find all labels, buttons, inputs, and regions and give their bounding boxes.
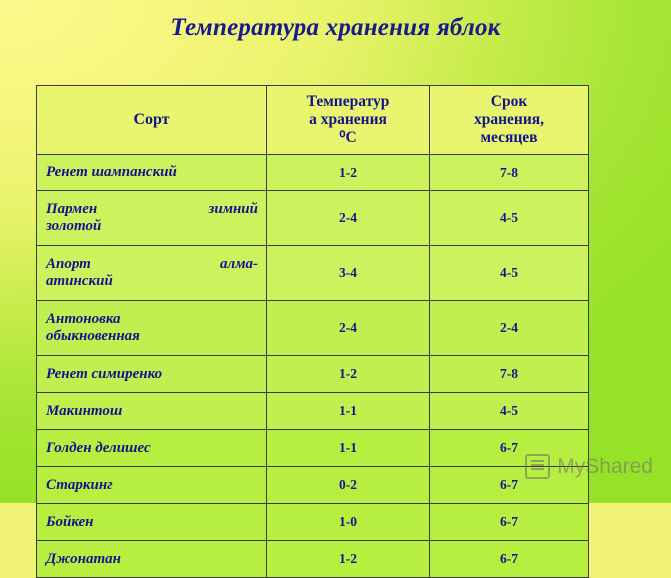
cell-variety-line1: Джонатан <box>46 550 121 567</box>
table-body <box>37 155 589 578</box>
cell-temperature: 3-4 <box>267 246 430 301</box>
table-row <box>37 155 589 191</box>
table-row <box>37 301 589 356</box>
table-row <box>37 430 589 467</box>
column-header-temperature-line3: ⁰С <box>339 128 357 146</box>
table-row <box>37 504 589 541</box>
cell-term: 6-7 <box>430 504 589 541</box>
storage-temperature-table-wrapper <box>36 85 588 578</box>
cell-term: 7-8 <box>430 356 589 393</box>
column-header-temperature-line2: а хранения <box>309 111 387 129</box>
slides-icon <box>525 454 550 479</box>
cell-temperature: 2-4 <box>267 191 430 246</box>
table-row <box>37 356 589 393</box>
table-header-row <box>37 86 589 155</box>
cell-variety <box>37 541 267 578</box>
cell-temperature: 0-2 <box>267 467 430 504</box>
cell-temperature: 2-4 <box>267 301 430 356</box>
watermark-label: MyShared <box>557 454 653 478</box>
cell-variety <box>37 301 267 356</box>
cell-variety-line1: Ренет шампанский <box>46 164 177 181</box>
cell-variety-line2: золотой <box>46 218 102 234</box>
cell-term: 4-5 <box>430 393 589 430</box>
cell-term: 6-7 <box>430 467 589 504</box>
cell-variety-line1: Голден делишес <box>46 439 151 456</box>
cell-term: 7-8 <box>430 155 589 191</box>
cell-temperature: 1-1 <box>267 430 430 467</box>
table-row <box>37 393 589 430</box>
cell-variety-line1: Бойкен <box>46 513 94 530</box>
table-row <box>37 246 589 301</box>
cell-variety <box>37 393 267 430</box>
column-header-temperature-line1: Температур <box>306 93 390 111</box>
column-header-term-line3: месяцев <box>480 128 538 146</box>
cell-variety-line2: обыкновенная <box>46 328 140 344</box>
cell-variety-line1: Макинтош <box>46 402 123 419</box>
table-header <box>37 86 589 155</box>
cell-term: 4-5 <box>430 246 589 301</box>
cell-temperature: 1-1 <box>267 393 430 430</box>
cell-variety-line1: Апорт алма- <box>46 256 258 273</box>
cell-term: 2-4 <box>430 301 589 356</box>
cell-variety-line1: Старкинг <box>46 476 113 493</box>
cell-variety-line1: Ренет симиренко <box>46 365 163 382</box>
cell-variety-line1: Пармен зимний <box>46 201 258 218</box>
cell-term: 6-7 <box>430 430 589 467</box>
cell-term: 6-7 <box>430 541 589 578</box>
table-row <box>37 541 589 578</box>
column-header-term-line2: хранения, <box>473 111 545 129</box>
cell-variety <box>37 356 267 393</box>
cell-variety-line1: Антоновка <box>46 311 121 328</box>
cell-temperature: 1-0 <box>267 504 430 541</box>
table-row <box>37 191 589 246</box>
cell-temperature: 1-2 <box>267 155 430 191</box>
column-header-term-line1: Срок <box>490 93 528 111</box>
cell-variety <box>37 191 267 246</box>
cell-variety <box>37 504 267 541</box>
watermark <box>525 454 653 479</box>
column-header-term <box>430 86 589 155</box>
cell-variety-line2: атинский <box>46 273 113 289</box>
cell-variety <box>37 430 267 467</box>
cell-variety <box>37 246 267 301</box>
page-title: Температура хранения яблок <box>170 14 501 41</box>
cell-variety <box>37 155 267 191</box>
column-header-temperature <box>267 86 430 155</box>
column-header-variety: Сорт <box>37 86 267 155</box>
table-row <box>37 467 589 504</box>
cell-temperature: 1-2 <box>267 356 430 393</box>
storage-temperature-table <box>36 85 589 578</box>
cell-temperature: 1-2 <box>267 541 430 578</box>
cell-variety <box>37 467 267 504</box>
cell-term: 4-5 <box>430 191 589 246</box>
